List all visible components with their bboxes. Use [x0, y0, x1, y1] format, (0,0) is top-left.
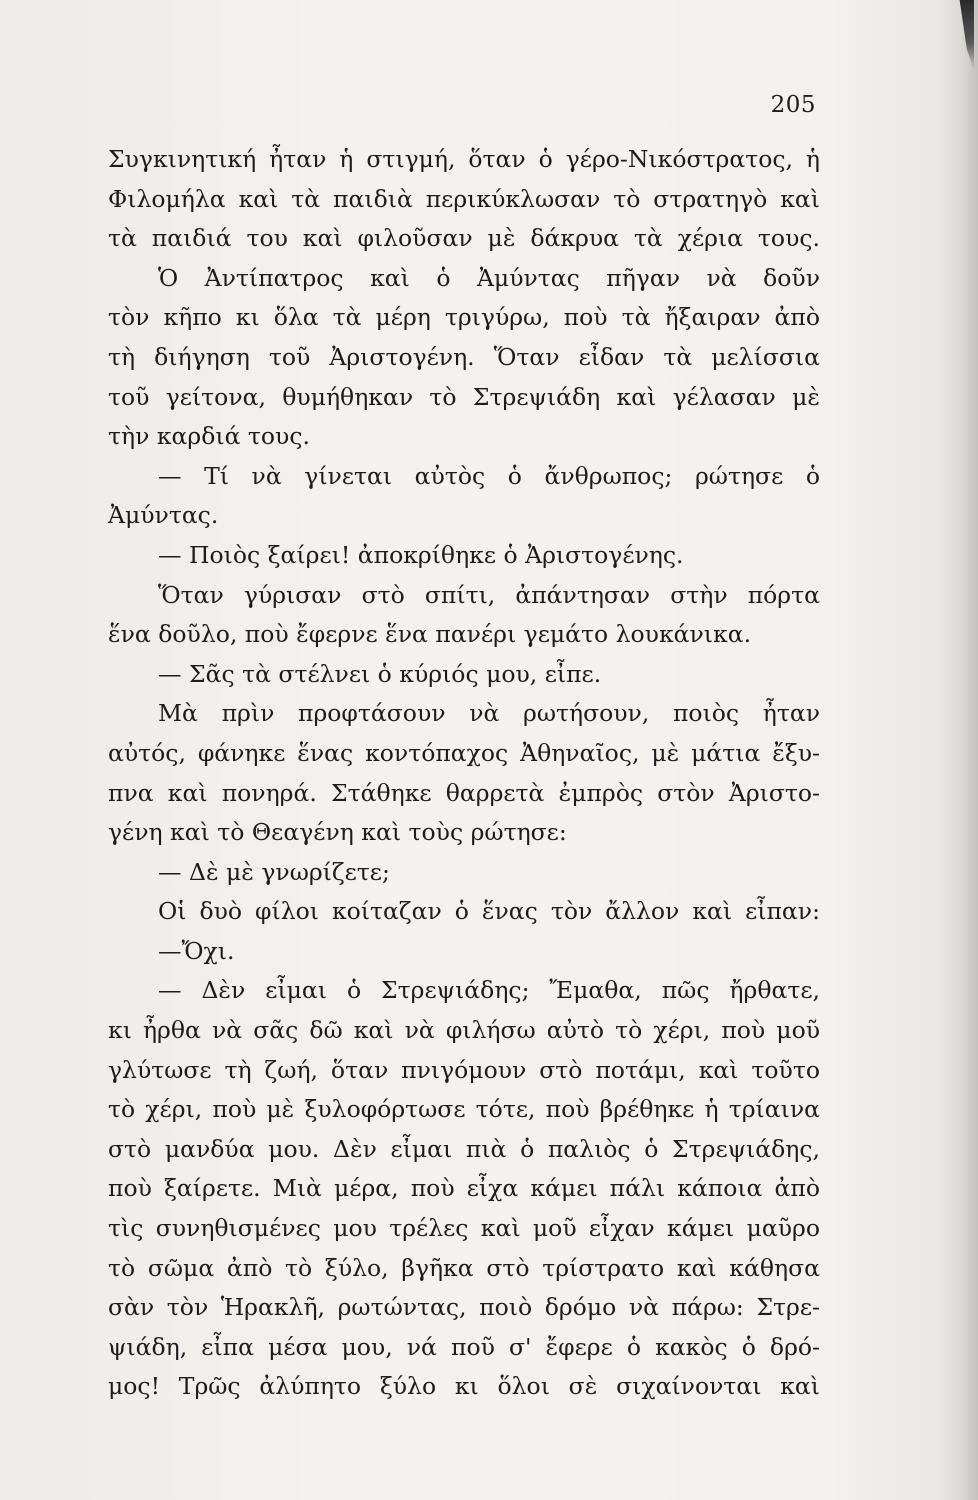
text-line: σὰν τὸν Ἡρακλῆ, ρωτώντας, ποιὸ δρόμο νὰ πάρω: Στρε- — [108, 1293, 820, 1322]
text-line: Ἀμύντας. — [108, 501, 219, 530]
text-line: τὸν κῆπο κι ὅλα τὰ μέρη τριγύρω, ποὺ τὰ ἤξαιραν ἀπὸ — [108, 303, 820, 332]
page-edge-shadow — [938, 0, 978, 1500]
body-text — [108, 140, 820, 1407]
text-line: —Ὄχι. — [158, 936, 235, 965]
text-line: — Τί νὰ γίνεται αὐτὸς ὁ ἄνθρωπος; ρώτησε ὁ — [158, 461, 820, 490]
text-line: γένη καὶ τὸ Θεαγένη καὶ τοὺς ρώτησε: — [108, 818, 567, 847]
text-line: μος! Τρῶς ἀλύπητο ξύλο κι ὅλοι σὲ σιχαίνονται καὶ — [108, 1372, 820, 1401]
text-line: Ὅταν γύρισαν στὸ σπίτι, ἀπάντησαν στὴν πόρτα — [158, 580, 820, 609]
text-line: τοῦ γείτονα, θυμήθηκαν τὸ Στρεψιάδη καὶ γέλασαν μὲ — [108, 382, 820, 411]
text-line: γλύτωσε τὴ ζωή, ὅταν πνιγόμουν στὸ ποτάμι, καὶ τοῦτο — [108, 1055, 820, 1084]
text-line: τὴ διήγηση τοῦ Ἀριστογένη. Ὅταν εἶδαν τὰ μελίσσια — [108, 342, 820, 371]
text-line: τὴν καρδιά τους. — [108, 422, 310, 451]
text-line: Φιλομήλα καὶ τὰ παιδιὰ περικύκλωσαν τὸ στρατηγὸ καὶ — [108, 184, 820, 213]
text-line: Οἱ δυὸ φίλοι κοίταζαν ὁ ἕνας τὸν ἄλλον καὶ εἶπαν: — [158, 897, 820, 926]
text-line: — Δὲ μὲ γνωρίζετε; — [158, 857, 390, 886]
page-number: 205 — [770, 92, 816, 118]
text-line: ποὺ ξαίρετε. Μιὰ μέρα, ποὺ εἶχα κάμει πάλι κάποια ἀπὸ — [108, 1174, 820, 1203]
text-line: κι ἦρθα νὰ σᾶς δῶ καὶ νὰ φιλήσω αὐτὸ τὸ χέρι, ποὺ μοῦ — [108, 1016, 820, 1045]
text-line: — Ποιὸς ξαίρει! ἀποκρίθηκε ὁ Ἀριστογένης. — [158, 540, 684, 569]
text-line: Μὰ πρὶν προφτάσουν νὰ ρωτήσουν, ποιὸς ἦταν — [158, 699, 820, 728]
text-line: Ὁ Ἀντίπατρος καὶ ὁ Ἀμύντας πῆγαν νὰ δοῦν — [158, 263, 820, 292]
text-line: — Σᾶς τὰ στέλνει ὁ κύριός μου, εἶπε. — [158, 659, 602, 688]
text-line: ἕνα δοῦλο, ποὺ ἔφερνε ἕνα πανέρι γεμάτο λουκάνικα. — [108, 620, 752, 649]
text-line: τὶς συνηθισμένες μου τρέλες καὶ μοῦ εἶχαν κάμει μαῦρο — [108, 1214, 820, 1243]
text-line: πνα καὶ πονηρά. Στάθηκε θαρρετὰ ἐμπρὸς στὸν Ἀριστο- — [108, 778, 820, 807]
text-line: τὸ σῶμα ἀπὸ τὸ ξύλο, βγῆκα στὸ τρίστρατο καὶ κάθησα — [108, 1253, 820, 1282]
text-line: τὰ παιδιά του καὶ φιλοῦσαν μὲ δάκρυα τὰ χέρια τους. — [108, 224, 820, 253]
text-line: αὐτός, φάνηκε ἕνας κοντόπαχος Ἀθηναῖος, μὲ μάτια ἔξυ- — [108, 738, 820, 767]
text-line: στὸ μανδύα μου. Δὲν εἶμαι πιὰ ὁ παλιὸς ὁ Στρεψιάδης, — [108, 1134, 820, 1163]
text-line: Συγκινητική ἦταν ἡ στιγμή, ὅταν ὁ γέρο-Νικόστρατος, ἡ — [108, 145, 820, 173]
text-line: τὸ χέρι, ποὺ μὲ ξυλοφόρτωσε τότε, ποὺ βρέθηκε ἡ τρίαινα — [108, 1095, 820, 1124]
text-line: ψιάδη, εἶπα μέσα μου, νά ποῦ σ' ἔφερε ὁ κακὸς ὁ δρό- — [108, 1332, 820, 1361]
text-line: — Δὲν εἶμαι ὁ Στρεψιάδης; Ἔμαθα, πῶς ἤρθατε, — [158, 976, 820, 1005]
